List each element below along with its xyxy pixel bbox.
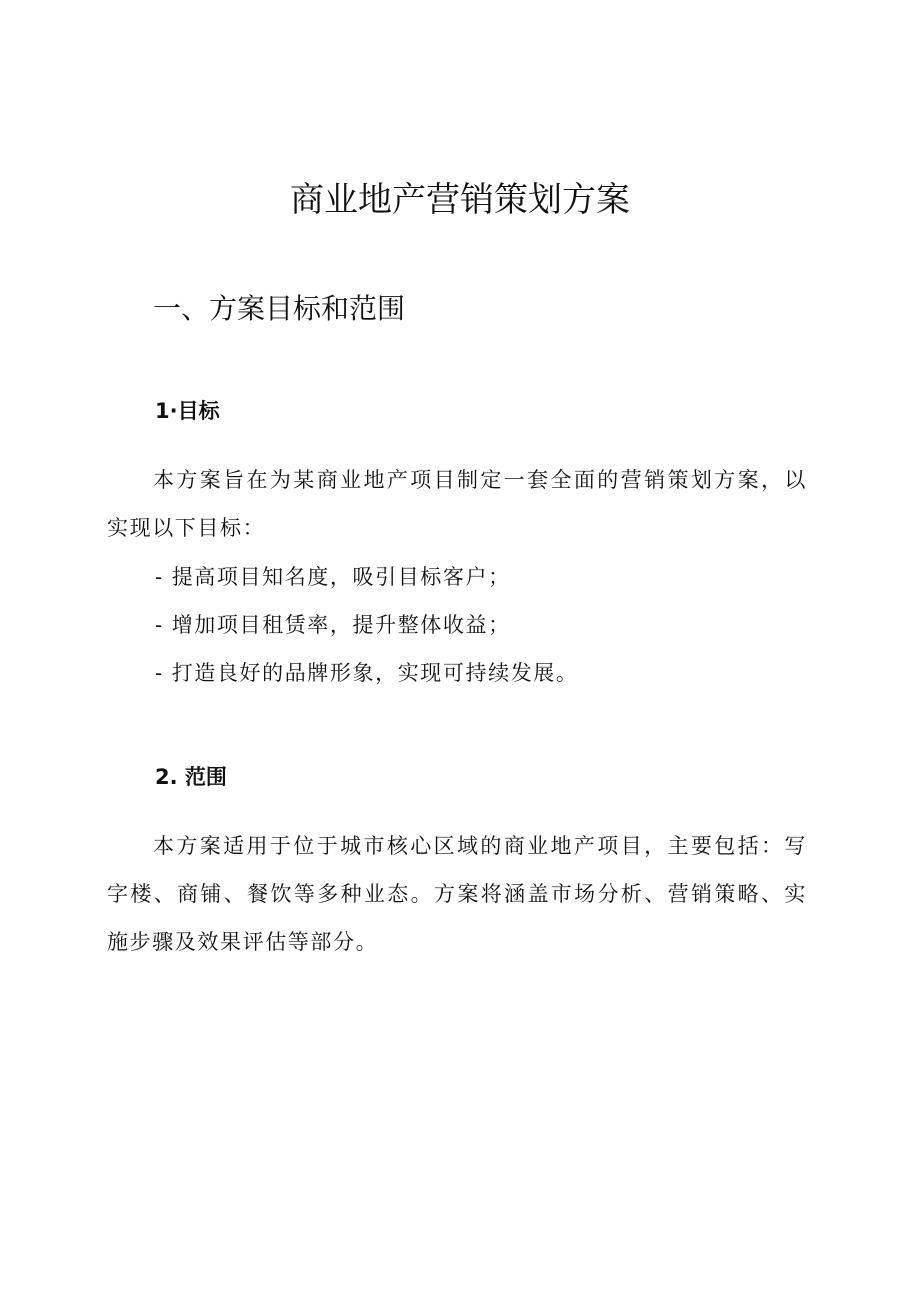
section-heading-goals-scope: 一、方案目标和范围 (153, 292, 406, 325)
list-item-text: 提高项目知名度，吸引目标客户； (171, 565, 511, 589)
goals-list (155, 553, 579, 697)
subheading-scope: 2. 范围 (155, 765, 227, 789)
scope-paragraph: 本方案适用于位于城市核心区域的商业地产项目，主要包括：写字楼、商铺、餐饮等多种业态。方案将涵盖市场分析、营销策略、实施步骤及效果评估等部分。 (107, 834, 807, 954)
list-item (155, 601, 579, 649)
list-item (155, 553, 579, 601)
list-item-text: 打造良好的品牌形象，实现可持续发展。 (171, 661, 579, 685)
subheading-goals: 1·目标 (155, 399, 220, 423)
list-item-text: 增加项目租赁率，提升整体收益； (171, 613, 511, 637)
bullet-dash: - (155, 661, 164, 685)
bullet-dash: - (155, 613, 164, 637)
document-title: 商业地产营销策划方案 (290, 180, 630, 220)
list-item (155, 649, 579, 697)
bullet-dash: - (155, 565, 164, 589)
goals-intro-paragraph: 本方案旨在为某商业地产项目制定一套全面的营销策划方案，以实现以下目标： (107, 468, 807, 540)
